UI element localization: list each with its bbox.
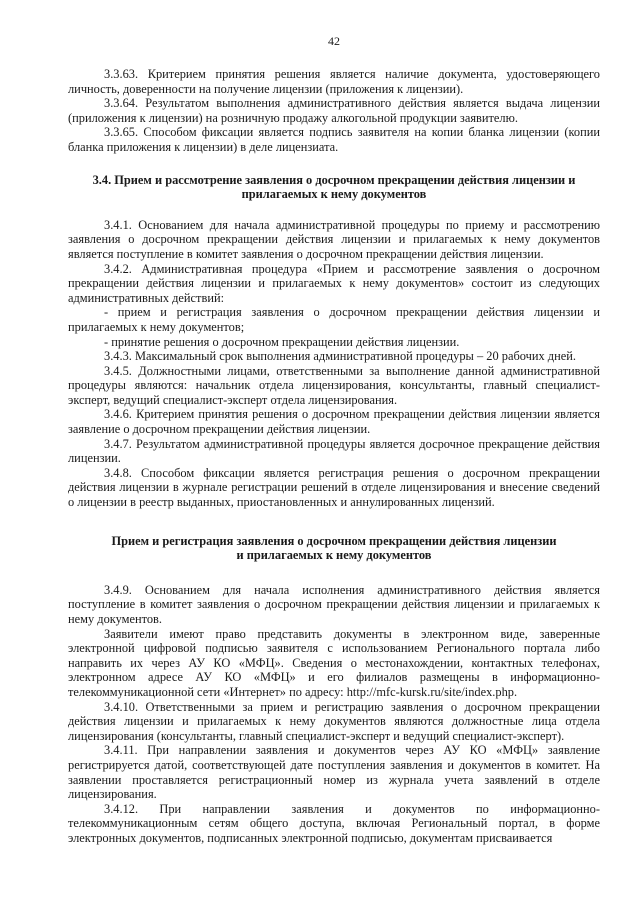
paragraph-3-4-1: 3.4.1. Основанием для начала административной процедуры по приему и рассмотрению заявления о досрочном прекращении действия лицензии и прилагаемых к нему документов является поступление в комитет заявления о досрочном прекращении действия лицензии. <box>68 217 600 261</box>
paragraph-3-4-5: 3.4.5. Должностными лицами, ответственными за выполнение данной административной процедуры являются: начальник отдела лицензирования, консультанты, главный специалист-эксперт, ведущий специалист-эксперт отдела лицензирования. <box>68 363 600 407</box>
paragraph-3-3-65: 3.3.65. Способом фиксации является подпись заявителя на копии бланка лицензии (копии бланка приложения к лицензии) в деле лицензиата. <box>68 125 600 154</box>
paragraph-3-4-12: 3.4.12. При направлении заявления и документов по информационно-телекоммуникационным сетям общего доступа, включая Региональный портал, в форме электронных документов, подписанных электронной подписью, документам присваивается <box>68 801 600 845</box>
paragraph-3-4-10: 3.4.10. Ответственными за прием и регистрацию заявления о досрочном прекращении действия лицензии и прилагаемых к нему документов являются должностные лица отдела лицензирования (консультанты, главный специалист-эксперт и ведущий специалист-эксперт). <box>68 699 600 743</box>
paragraph-3-4-9: 3.4.9. Основанием для начала исполнения административного действия является поступление в комитет заявления о досрочном прекращении действия лицензии и прилагаемых к нему документов. <box>68 582 600 626</box>
subsection-heading: Прием и регистрация заявления о досрочном прекращении действия лицензии и прилагаемых к нему документов <box>111 533 557 563</box>
list-item-decision: - принятие решения о досрочном прекращении действия лицензии. <box>104 334 460 349</box>
section-heading-3-4: 3.4. Прием и рассмотрение заявления о досрочном прекращении действия лицензии и прилагаемых к нему документов <box>92 172 576 202</box>
page-number: 42 <box>328 34 340 48</box>
paragraph-3-4-2: 3.4.2. Административная процедура «Прием и рассмотрение заявления о досрочном прекращении действия лицензии и прилагаемых к нему документов» состоит из следующих административных действий: <box>68 261 600 305</box>
paragraph-electronic-submission: Заявители имеют право представить документы в электронном виде, заверенные электронной цифровой подписью заявителя с использованием Регионального портала либо направить их через АУ КО «МФЦ». Сведения о местонахождении, контактных телефонах, электронном адресе АУ КО «МФЦ» и его филиалов размещены в информационно-телекоммуникационной сети «Интернет» по адресу: http://mfc-kursk.ru/site/index.php. <box>68 626 600 699</box>
paragraph-3-4-8: 3.4.8. Способом фиксации является регистрация решения о досрочном прекращении действия лицензии в журнале регистрации решений в отделе лицензирования и внесение сведений о лицензии в реестр выданных, приостановленных и аннулированных лицензий. <box>68 465 600 510</box>
paragraph-3-4-7: 3.4.7. Результатом административной процедуры является досрочное прекращение действия лицензии. <box>68 436 600 466</box>
list-item-reception: - прием и регистрация заявления о досрочном прекращении действия лицензии и прилагаемых к нему документов; <box>68 305 600 334</box>
paragraph-3-4-11: 3.4.11. При направлении заявления и документов через АУ КО «МФЦ» заявление регистрируется датой, соответствующей дате поступления заявления и документов в комитет. На заявлении проставляется регистрационный номер из журнала учета заявлений в отделе лицензирования. <box>68 743 600 802</box>
paragraph-3-3-64: 3.3.64. Результатом выполнения административного действия является выдача лицензии (приложения к лицензии) на розничную продажу алкогольной продукции заявителю. <box>68 96 600 125</box>
paragraph-3-4-6: 3.4.6. Критерием принятия решения о досрочном прекращении действия лицензии является заявление о досрочном прекращении действия лицензии. <box>68 407 600 437</box>
paragraph-3-3-63: 3.3.63. Критерием принятия решения является наличие документа, удостоверяющего личность, доверенности на получение лицензии (приложения к лицензии). <box>68 67 600 96</box>
paragraph-3-4-3: 3.4.3. Максимальный срок выполнения административной процедуры – 20 рабочих дней. <box>104 349 576 364</box>
